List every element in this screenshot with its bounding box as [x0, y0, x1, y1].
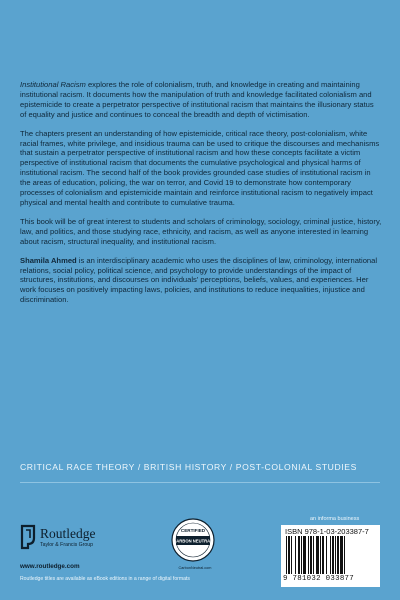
publisher-group: Taylor & Francis Group: [40, 542, 94, 548]
subject-categories: CRITICAL RACE THEORY / BRITISH HISTORY / POST-COLONIAL STUDIES: [20, 462, 357, 472]
blurb: [20, 80, 382, 314]
blurb-paragraph-chapters: The chapters present an understanding of how epistemicide, critical race theory, post-colonialism, white racial frames, white privilege, and insidious trauma can be used to critique the discourses and mechanisms that sustain a perpetrator perspective of institutional racism and how these concepts facilitate a victim perspective of institutional racism that documents the cumulative psychological and physical harms of institutional racism. The second half of the book provides grounded case studies of institutional racism in the areas of education, policing, the war on terror, and Covid 19 to demonstrate how contemporary processes of colonialism and epistemicide maintain and reinforce institutional racism to negatively impact physical and mental health and contribute to cumulative trauma.: [20, 128, 380, 207]
publisher-name: Routledge: [40, 526, 96, 541]
barcode-bars-icon: [285, 536, 376, 574]
carbon-neutral-seal-icon: [170, 517, 216, 563]
blurb-intro-text: explores the role of colonialism, truth, and knowledge in creating and maintaining institutional racism. It documents how the manipulation of truth and knowledge facilitated colonialism and epistemicide to create a perpetrator perspective of institutional racism that maintains the illusionary status of equality and justice and continues to conceal the breadth and depth of victimisation.: [20, 80, 374, 119]
isbn-digits: 9 781032 033877: [283, 575, 355, 583]
author-bio-text: is an interdisciplinary academic who uses the disciplines of law, criminology, international relations, social policy, political science, and psychology to provide understandings of the impact of structures, institutions, and discourses on individuals' perceptions, beliefs, values, and experiences. Her work focuses on positively impacting laws, policies, and institutions to reduce inequalities, injustice and discrimination.: [20, 255, 378, 305]
ebook-note: Routledge titles are available as eBook editions in a range of digital formats: [20, 576, 190, 582]
isbn-label: ISBN 978-1-03-203387-7: [285, 527, 369, 536]
barcode: [281, 525, 380, 587]
seal-caption: CarbonNeutral.com: [178, 566, 212, 570]
informa-tagline: an informa business: [310, 516, 360, 522]
author-name: Shamila Ahmed: [20, 255, 77, 265]
book-title: Institutional Racism: [20, 80, 86, 89]
divider: [20, 482, 380, 483]
seal-top-text: CERTIFIED: [180, 528, 206, 533]
publisher-website: www.routledge.com: [20, 563, 80, 570]
author-bio: [20, 256, 382, 306]
publisher-logo: [20, 524, 130, 550]
routledge-logo-icon: [20, 524, 36, 550]
seal-main-text: CARBON NEUTRAL: [173, 538, 213, 544]
blurb-paragraph-audience: This book will be of great interest to students and scholars of criminology, sociology, criminal justice, history, law, and politics, and those studying race, ethnicity, and racism, as well as anyone interested in learning about racism, structural inequality, and institutional racism.: [20, 216, 382, 246]
blurb-paragraph-intro: [20, 80, 382, 120]
